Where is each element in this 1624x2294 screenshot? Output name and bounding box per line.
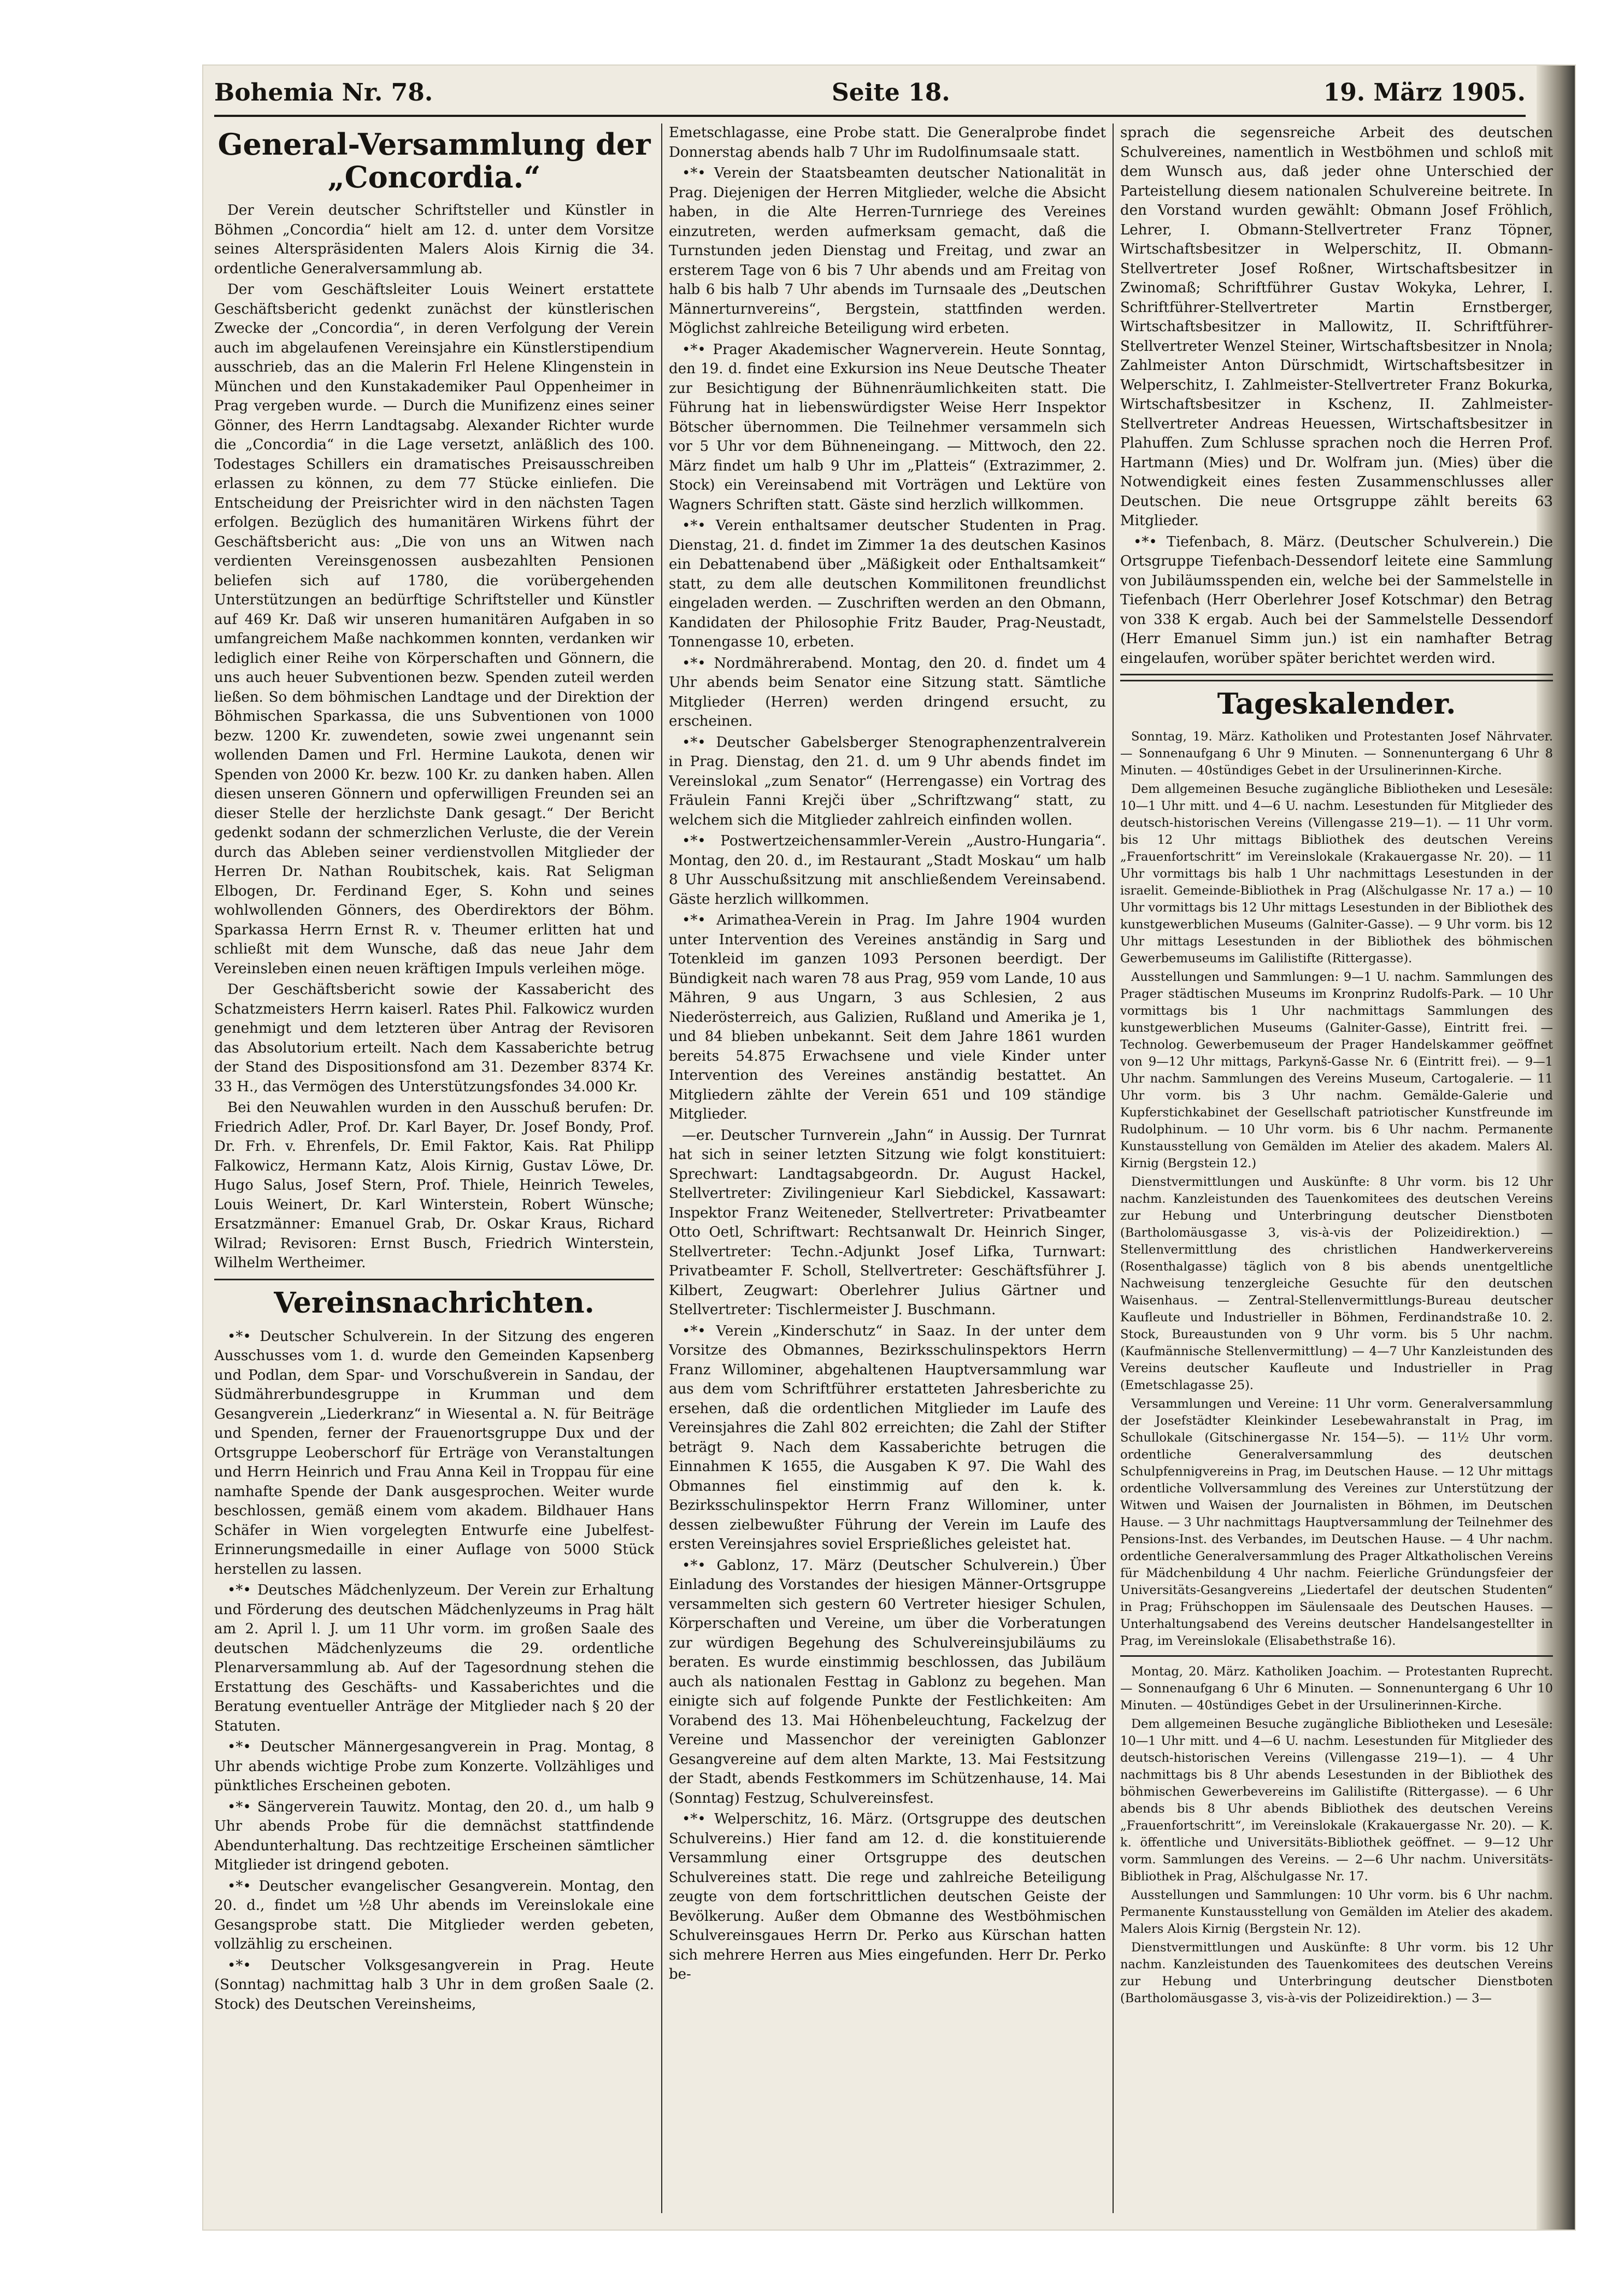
notice-paragraph: •*• Deutscher Schulverein. In der Sitzung des engeren Ausschusses vom 1. d. wurde den Gemeinden Kapsenberg und Podlan, dem Spar- und Vorschußverein in Sandau, der Südmährerbundesgruppe in Krumman und dem Gesangverein „Liederkranz“ in Wiesental a. N. für Beiträge und Spenden, ferner der Frauenortsgruppe Dux und der Ortsgruppe Leoberschorf für Erträge von Veranstaltungen und Herrn Heinrich und Frau Anna Keil in Troppau für eine namhafte Spende der Dank ausgesprochen. Weiter wurde beschlossen, gemäß einem vom akadem. Bildhauer Hans Schäfer in Wien vorgelegten Entwurfe eine Jubelfest-Erinnerungsmedaille in einer Auflage von 5000 Stück herstellen zu lassen. [214, 1328, 654, 1578]
column-separator [661, 123, 662, 2213]
article-paragraph: Der vom Geschäftsleiter Louis Weinert erstattete Geschäftsbericht gedenkt zunächst der künstlerischen Zwecke der „Concordia“, in deren Verfolgung der Verein auch im abgelaufenen Vereinsjahre ein Künstlerstipendium ausschrieb, das an die Malerin Frl Helene Klingenstein in München und den Kunstakademiker Paul Oppenheimer in Prag vergeben wurde. — Durch die Munifizenz eines seiner Gönner, des Herrn Landtagsabg. Alexander Richter wurde die „Concordia“ in die Lage versetzt, anläßlich des 100. Todestages Schillers ein dramatisches Preisausschreiben erlassen zu können, zu dem 77 Stücke einliefen. Die Entscheidung der Preisrichter wird in den nächsten Tagen erfolgen. Bezüglich des humanitären Wirkens führt der Geschäftsbericht aus: „Die von uns an Witwen nach verdienten Vereinsgenossen ausbezahlten Pensionen beliefen sich auf 1780, die vorübergehenden Unterstützungen an bedürftige Schriftsteller und Künstler auf 469 Kr. Daß wir unseren humanitären Aufgaben in so umfangreichem Maße nachkommen konnten, verdanken wir lediglich einer Reihe von Körperschaften und Gönnern, die uns auch heuer Subventionen bezw. Spenden zuteil werden ließen. So dem böhmischen Landtage und der Direktion der Böhmischen Sparkassa, die uns Subventionen von 1000 bezw. 1200 Kr. zuwendeten, sowie zwei ungenannt sein wollenden Damen und Frl. Hermine Laukota, denen wir Spenden von 2000 Kr. bezw. 100 Kr. zu danken haben. Allen diesen unseren Gönnern und opferwilligen Freunden sei an dieser Stelle der herzlichste Dank gesagt.“ Der Bericht gedenkt sodann der schmerzlichen Verluste, die der Verein durch das Ableben seiner verdienstvollen Mitglieder der Herren Dr. Nathan Roubitschek, kais. Rat Seligman Elbogen, Dr. Ferdinand Eger, S. Kohn und seines wohlwollenden Gönners, des Oberdirektors der Böhm. Sparkassa Herrn Ernst R. v. Theumer erlitten hat und schließt mit dem Wunsche, daß das neue Jahr dem Vereinsleben einen neuen kräftigen Impuls verleihen möge. [214, 281, 654, 977]
calendar-entry: Dem allgemeinen Besuche zugängliche Bibliotheken und Lesesäle: 10—1 Uhr mitt. und 4—6 U. nachm. Lesestunden für Mitglieder des deutsch-historischen Vereins (Villengasse 219—1). — 4 Uhr nachmittags bis 8 Uhr abends Lesestunden in der Bibliothek des böhmischen Gewerbevereins im Galilistifte (Rittergasse). — 6 Uhr abends bis 8 Uhr abends Bibliothek des deutschen Vereins „Frauenfortschritt“, im Vereinslokale (Krakauergasse Nr. 20). — K. k. öffentliche und Universitäts-Bibliothek geöffnet. — 9—12 Uhr vorm. Sammlungen des Vereins. — 2—6 Uhr nachm. Universitäts-Bibliothek in Prag, Alšchulgasse Nr. 17. [1120, 1717, 1553, 1884]
column-2 [669, 123, 1106, 2219]
notice-paragraph: •*• Deutscher Männergesangverein in Prag. Montag, 8 Uhr abends wichtige Probe zum Konzerte. Vollzähliges und pünktliches Erscheinen geboten. [214, 1739, 654, 1794]
notice-paragraph: Emetschlagasse, eine Probe statt. Die Generalprobe findet Donnerstag abends halb 7 Uhr im Rudolfinumsaale statt. [669, 125, 1106, 161]
column-3 [1120, 123, 1553, 2219]
notice-paragraph: •*• Deutscher Volksgesangverein in Prag. Heute (Sonntag) nachmittag halb 3 Uhr in dem großen Saale (2. Stock) des Deutschen Vereinsheims, [214, 1957, 654, 2013]
notice-paragraph: —er. Deutscher Turnverein „Jahn“ in Aussig. Der Turnrat hat sich in seiner letzten Sitzung wie folgt konstituiert: Sprechwart: Landtagsabgeordn. Dr. August Hackel, Stellvertreter: Zivilingenieur Karl Siebdickel, Kassawart: Inspektor Franz Weiteneder, Stellvertreter: Privatbeamter Otto Oetl, Schriftwart: Rechtsanwalt Dr. Heinrich Singer, Stellvertreter: Techn.-Adjunkt Josef Lifka, Turnwart: Privatbeamter F. Scholl, Stellvertreter: Geschäftsführer J. Kilbert, Zeugwart: Oberlehrer Julius Gärtner und Stellvertreter: Tischlermeister J. Buschmann. [669, 1127, 1106, 1318]
page-header [214, 79, 1526, 111]
notice-paragraph: •*• Verein der Staatsbeamten deutscher Nationalität in Prag. Diejenigen der Herren Mitglieder, welche die Absicht haben, in die Alte Herren-Turnriege des Vereines einzutreten, werden aufmerksam gemacht, daß die Turnstunden jeden Dienstag und Freitag, und zwar an ersterem Tage von 6 bis 7 Uhr abends und am Freitag von halb 6 bis halb 7 Uhr abends im Turnsaale des „Deutschen Männerturnvereins“, Bergstein, stattfinden werden. Möglichst zahlreiche Beteiligung wird erbeten. [669, 165, 1106, 337]
calendar-entry: Dienstvermittlungen und Auskünfte: 8 Uhr vorm. bis 12 Uhr nachm. Kanzleistunden des Tauenkomitees des deutschen Vereins zur Hebung und Unterbringung deutscher Dienstboten (Bartholomäusgasse 3, vis-à-vis der Polizeidirektion.) — 3— [1120, 1940, 1553, 2005]
header-rule [214, 115, 1526, 117]
calendar-entry: Ausstellungen und Sammlungen: 9—1 U. nachm. Sammlungen des Prager städtischen Museums im Kronprinz Rudolfs-Park. — 10 Uhr vormittags bis 1 Uhr nachmittags Sammlungen des kunstgewerblichen Museums (Galniter-Gasse), Eintritt frei. — Technolog. Gewerbemuseum der Prager Handelskammer geöffnet von 9—12 Uhr mittags, Parkynš-Gasse Nr. 6 (Eintritt frei). — 9—1 Uhr nachm. Sammlungen des Vereins Museum, Cartogalerie. — 11 Uhr vorm. bis 3 Uhr nachm. Gemälde-Galerie und Kupferstichkabinet der Gesellschaft patriotischer Kunstfreunde im Rudolphinum. — 10 Uhr vorm. bis 6 Uhr nachm. Permanente Kunstausstellung von Gemälden im Atelier des akadem. Malers Al. Kirnig (Bergstein 12.) [1120, 970, 1553, 1170]
notice-paragraph: •*• Tiefenbach, 8. März. (Deutscher Schulverein.) Die Ortsgruppe Tiefenbach-Dessendorf leitete eine Sammlung von Jubiläumsspenden ein, welche bei der Sammelstelle in Tiefenbach (Herr Oberlehrer Josef Kotschmar) den Betrag von 338 K ergab. Auch bei der Sammelstelle Dessendorf (Herr Emanuel Simm jun.) ist ein namhafter Betrag eingelaufen, worüber später berichtet werden wird. [1120, 533, 1553, 667]
article-paragraph: Der Geschäftsbericht sowie der Kassabericht des Schatzmeisters Herrn kaiserl. Rates Phil. Falkowicz wurden genehmigt und dem letzteren über Antrag der Revisoren das Absolutorium erteilt. Nach dem Kassaberichte betrug der Stand des Dispositionsfond am 31. Dezember 8374 Kr. 33 H., das Vermögen des Unterstützungsfondes 34.000 Kr. [214, 981, 654, 1095]
notice-paragraph: •*• Deutscher Gabelsberger Stenographenzentralverein in Prag. Dienstag, den 21. d. um 9 Uhr abends findet im Vereinslokal „zum Senator“ (Herrengasse) ein Vortrag des Fräulein Fanni Krejči über „Schriftzwang“ statt, zu welchem sich die Mitglieder zahlreich einfinden wollen. [669, 734, 1106, 828]
notice-paragraph: •*• Welperschitz, 16. März. (Ortsgruppe des deutschen Schulvereins.) Hier fand am 12. d. die konstituierende Versammlung einer Ortsgruppe des deutschen Schulvereines statt. Die rege und zahlreiche Beteiligung zeugte von dem fortschrittlichen deutschen Geiste der Bevölkerung. Außer dem Obmanne des Westböhmischen Schulvereinsgaues Herrn Dr. Perko aus Kürschan hatten sich mehrere Herren aus Mies eingefunden. Herr Dr. Perko be- [669, 1811, 1106, 1983]
notice-paragraph: •*• Arimathea-Verein in Prag. Im Jahre 1904 wurden unter Intervention des Vereines anständig in Sarg und Totenkleid im ganzen 1093 Personen beerdigt. Der Bündigkeit nach waren 78 aus Prag, 959 vom Lande, 10 aus Mähren, 9 aus Ungarn, 3 aus Schlesien, 2 aus Niederösterreich, aus Galizien, Rußland und Amerika je 1, und 84 blieben unbekannt. Seit dem Jahre 1861 wurden bereits 54.875 Erwachsene und viele Kinder unter Intervention des Vereines anständig bestattet. An Mitgliedern zählte der Verein 651 und 109 ständige Mitglieder. [669, 912, 1106, 1122]
calendar-rule [1120, 1655, 1553, 1657]
section-headline: Tageskalender. [1217, 687, 1456, 721]
notice-paragraph: •*• Sängerverein Tauwitz. Montag, den 20. d., um halb 9 Uhr abends Probe für die demnächst stattfindende Abendunterhaltung. Das rechtzeitige Erscheinen sämtlicher Mitglieder ist dringend geboten. [214, 1798, 654, 1873]
header-page-number: Seite 18. [832, 79, 950, 107]
header-publication: Bohemia Nr. 78. [214, 79, 433, 107]
calendar-entry: Dem allgemeinen Besuche zugängliche Bibliotheken und Lesesäle: 10—1 Uhr mitt. und 4—6 U. nachm. Lesestunden für Mitglieder des deutsch-historischen Vereins (Villengasse 219—1). — 11 Uhr vorm. bis 12 Uhr mittags Bibliothek des deutschen Vereins „Frauenfortschritt“ im Vereinslokale (Krakauergasse Nr. 20). — 11 Uhr vormittags bis halb 1 Uhr nachmittags Lesestunden in der israelit. Gemeinde-Bibliothek in Prag (Alšchulgasse Nr. 17 a.) — 10 Uhr vormittags bis 12 Uhr mittags Lesestunden in der Bibliothek des kunstgewerblichen Museums (Galniter-Gasse). — 9 Uhr vorm. bis 12 Uhr mittags Lesestunden in der Bibliothek des böhmischen Gewerbemuseums im Galilistifte (Rittergasse). [1120, 782, 1553, 966]
notice-paragraph: •*• Nordmährerabend. Montag, den 20. d. findet um 4 Uhr abends beim Senator eine Sitzung statt. Sämtliche Mitglieder (Herren) werden dringend ersucht, zu erscheinen. [669, 655, 1106, 730]
calendar-entry: Dienstvermittlungen und Auskünfte: 8 Uhr vorm. bis 12 Uhr nachm. Kanzleistunden des Tauenkomitees des deutschen Vereins zur Hebung und Unterbringung deutscher Dienstboten (Bartholomäusgasse 3, vis-à-vis der Polizeidirektion.) — Stellenvermittlung des christlichen Handwerkervereins (Rosenthalgasse) täglich von 8 bis abends unentgeltliche Nachweisung tenzergleiche Gesuchte für den deutschen Waisenhaus. — Zentral-Stellenvermittlungs-Bureau deutscher Kaufleute und Industrieller in Böhmen, Ferdinandstraße 10. 2. Stock, Bureaustunden von 9 Uhr vorm. bis 5 Uhr nachm. (Kaufmännische Stellenvermittlung) — 4—7 Uhr Kanzleistunden des Vereins deutscher Kaufleute und Industrieller in Prag (Emetschlagasse 25). [1120, 1175, 1553, 1392]
section-headline: Vereinsnachrichten. [274, 1286, 595, 1320]
calendar-entry: Ausstellungen und Sammlungen: 10 Uhr vorm. bis 6 Uhr nachm. Permanente Kunstausstellung von Gemälden im Atelier des akadem. Malers Alois Kirnig (Bergstein Nr. 12). [1120, 1888, 1553, 1936]
calendar-listing [1120, 728, 1553, 2007]
notice-paragraph: •*• Deutscher evangelischer Gesangverein. Montag, den 20. d., findet um ½8 Uhr abends im Vereinslokale eine Gesangsprobe statt. Die Mitglieder werden gebeten, vollzählig zu erscheinen. [214, 1878, 654, 1952]
notice-paragraph: •*• Prager Akademischer Wagnerverein. Heute Sonntag, den 19. d. findet eine Exkursion ins Neue Deutsche Theater zur Besichtigung der Bühnenräumlichkeiten statt. Die Führung hat in liebenswürdigster Weise Herr Inspektor Bötscher übernommen. Die Teilnehmer versammeln sich vor 5 Uhr vor dem Bühneneingang. — Mittwoch, den 22. März findet um halb 9 Uhr im „Platteis“ (Extrazimmer, 2. Stock) ein Vereinsabend mit Vorträgen und Lektüre von Wagners Schriften statt. Gäste sind herzlich willkommen. [669, 341, 1106, 513]
column-separator [1113, 123, 1114, 2213]
header-date: 19. März 1905. [1323, 79, 1526, 107]
notice-paragraph: sprach die segensreiche Arbeit des deutschen Schulvereines, namentlich in Westböhmen und schloß mit dem Wunsch aus, daß jeder ohne Unterschied der Parteistellung diesem nationalen Schulvereine beitrete. In den Vorstand wurden gewählt: Obmann Josef Fröhlich, Lehrer, I. Obmann-Stellvertreter Franz Töpner, Wirtschaftsbesitzer in Welperschitz, II. Obmann-Stellvertreter Josef Roßner, Wirtschaftsbesitzer in Zwinomaß; Schriftführer Gustav Wokyka, Lehrer, I. Schriftführer-Stellvertreter Martin Ernstberger, Wirtschaftsbesitzer in Mallowitz, II. Schriftführer-Stellvertreter Wenzel Steiner, Wirtschaftsbesitzer in Nnola; Zahlmeister Anton Dürschmidt, Wirtschaftsbesitzer in Welperschitz, I. Zahlmeister-Stellvertreter Franz Bokurka, Wirtschaftsbesitzer in Kschenz, II. Zahlmeister-Stellvertreter Andreas Heuessen, Wirtschaftsbesitzer in Plahuffen. Zum Schlusse sprachen noch die Herren Prof. Hartmann (Mies) und Dr. Wolfram jun. (Mies) über die Notwendigkeit eines festen Zusammenschlusses aller Deutschen. Die neue Ortsgruppe zählt bereits 63 Mitglieder. [1120, 125, 1553, 529]
calendar-entry: Sonntag, 19. März. Katholiken und Protestanten Josef Nährvater. — Sonnenaufgang 6 Uhr 9 Minuten. — Sonnenuntergang 6 Uhr 8 Minuten. — 40stündiges Gebet in der Ursulinerinnen-Kirche. [1120, 730, 1553, 778]
notice-paragraph: •*• Postwertzeichensammler-Verein „Austro-Hungaria“. Montag, den 20. d., im Restaurant „Stadt Moskau“ um halb 8 Uhr Ausschußsitzung mit anschließendem Vereinsabend. Gäste herzlich willkommen. [669, 833, 1106, 908]
notice-paragraph: •*• Deutsches Mädchenlyzeum. Der Verein zur Erhaltung und Förderung des deutschen Mädchenlyzeums in Prag hält am 2. April l. J. um 11 Uhr vorm. im großen Saale des deutschen Mädchenlyzeums die 29. ordentliche Plenarversammlung ab. Auf der Tagesordnung stehen die Erstattung des Geschäfts- und Kassaberichtes und die Beratung eventueller Anträge der Mitglieder nach § 20 der Statuten. [214, 1582, 654, 1734]
article-paragraph: Bei den Neuwahlen wurden in den Ausschuß berufen: Dr. Friedrich Adler, Prof. Dr. Karl Bayer, Dr. Josef Bondy, Prof. Dr. Frh. v. Ehrenfels, Dr. Emil Faktor, Kais. Rat Philipp Falkowicz, Hermann Katz, Alois Kirnig, Gustav Löwe, Dr. Hugo Salus, Josef Stern, Prof. Thiele, Heinrich Teweles, Louis Weinert, Dr. Karl Winterstein, Robert Wünsche; Ersatzmänner: Emanuel Grab, Dr. Oskar Kraus, Richard Wilrad; Revisoren: Ernst Busch, Friedrich Winterstein, Wilhelm Wertheimer. [214, 1099, 654, 1271]
notice-paragraph: •*• Verein enthaltsamer deutscher Studenten in Prag. Dienstag, 21. d. findet im Zimmer 1a des deutschen Kasinos ein Debattenabend über „Mäßigkeit oder Enthaltsamkeit“ statt, zu dem alle deutschen Kommilitonen freundlichst eingeladen werden. — Zuschriften werden an den Obmann, Kandidaten der Philosophie Fritz Bauder, Prag-Neustadt, Tonnengasse 10, erbeten. [669, 517, 1106, 650]
section-rule [1120, 674, 1553, 681]
article-paragraph: Der Verein deutscher Schriftsteller und Künstler in Böhmen „Concordia“ hielt am 12. d. unter dem Vorsitze seines Alterspräsidenten Malers Alois Kirnig die 34. ordentliche Generalversammlung ab. [214, 202, 654, 277]
notice-paragraph: •*• Gablonz, 17. März (Deutscher Schulverein.) Über Einladung des Vorstandes der hiesigen Männer-Ortsgruppe versammelten sich gestern 60 Vertreter hiesiger Schulen, Körperschaften und Vereine, um über die Vorberatungen zur würdigen Begehung des Schulvereinsjubiläums zu beraten. Es wurde einstimmig beschlossen, das Jubiläum auch als nationalen Festtag in Gablonz zu begehen. Man einigte sich auf folgende Punkte der Festlichkeiten: Am Vorabend des 13. Mai Höhenbeleuchtung, Fackelzug der Vereine und Massenchor der vereinigten Gablonzer Gesangvereine auf dem alten Markte, 13. Mai Festsitzung der Stadt, abends Festkommers im Schützenhause, 14. Mai (Sonntag) Festzug, Schulvereinsfest. [669, 1557, 1106, 1807]
column-1 [214, 123, 654, 2219]
notice-paragraph: •*• Verein „Kinderschutz“ in Saaz. In der unter dem Vorsitze des Obmannes, Bezirksschulinspektors Herrn Franz Willominer, abgehaltenen Hauptversammlung war aus dem vom Schriftführer erstatteten Jahresberichte zu ersehen, daß die ordentlichen Mitglieder im Laufe des Vereinsjahres die Zahl 802 erreichten; die Zahl der Stifter beträgt 9. Nach dem Kassaberichte betrugen die Einnahmen K 1655, die Ausgaben K 97. Die Wahl des Obmannes fiel einstimmig auf den k. k. Bezirksschulinspektor Herrn Franz Willominer, unter dessen zielbewußter Führung der Verein im Laufe des ersten Vereinsjahres soviel Ersprießliches geleistet hat. [669, 1322, 1106, 1552]
section-rule [214, 1279, 654, 1280]
calendar-entry: Montag, 20. März. Katholiken Joachim. — Protestanten Ruprecht. — Sonnenaufgang 6 Uhr 6 Minuten. — Sonnenuntergang 6 Uhr 10 Minuten. — 40stündiges Gebet in der Ursulinerinnen-Kirche. [1120, 1664, 1553, 1713]
calendar-entry: Versammlungen und Vereine: 11 Uhr vorm. Generalversammlung der Josefstädter Kleinkinder Lesebewahranstalt in Prag, im Schullokale (Gitschinergasse Nr. 154—5). — 11½ Uhr vorm. ordentliche Generalversammlung des deutschen Schulpfennigvereins in Prag, im Deutschen Hause. — 12 Uhr mittags ordentliche Vollversammlung des Vereines zur Unterstützung der Witwen und Waisen der Journalisten in Böhmen, im Deutschen Hause. — 3 Uhr nachmittags Hauptversammlung der Teilnehmer des Pensions-Inst. des Verbandes, im Deutschen Hause. — 4 Uhr nachm. ordentliche Generalversammlung des Prager Altkatholischen Vereins für Mädchenbildung 4 Uhr nachm. Feierliche Gründungsfeier der Universitäts-Gesangvereins „Liedertafel der deutschen Studenten“ in Prag; Frühschoppen im Säulensaale des Deutschen Hauses. — Unterhaltungsabend des Vereins deutscher Handelsangestellter in Prag, im Vereinslokale (Elisabethstraße 16). [1120, 1397, 1553, 1648]
article-headline: General-Versammlung der „Concordia.“ [217, 127, 651, 195]
newspaper-page [203, 66, 1575, 2230]
